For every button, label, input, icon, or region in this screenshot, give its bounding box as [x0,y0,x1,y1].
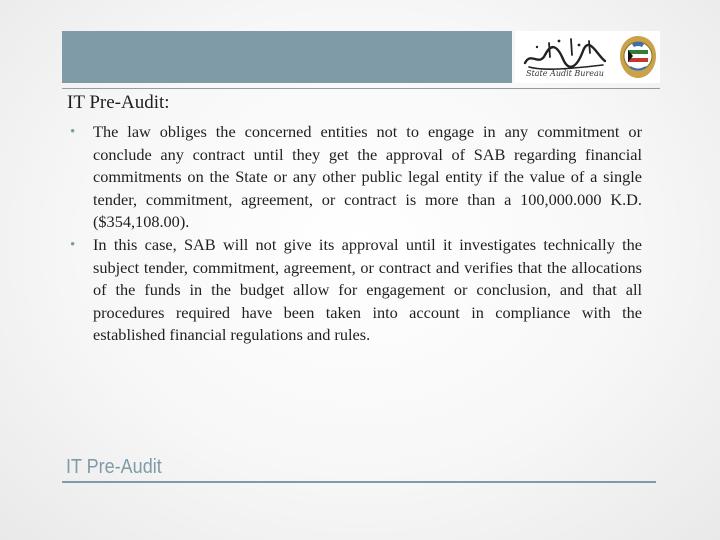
bullet-item [70,234,642,347]
logo-caption: State Audit Bureau [526,69,604,78]
title-divider [62,88,660,89]
bullet-dot-icon: • [70,236,76,253]
kuwait-emblem-icon [618,34,658,80]
bullet-item [70,121,642,234]
bullet-text: In this case, SAB will not give its approval until it investigates technically the subject tender, commitment, agreement, or contract and verifies that the allocations of the funds in the budget allow for engagement or conclusion, and that all procedures required have been taken into account in compliance with the established financial regulations and rules. [93,234,642,345]
bullet-text: The law obliges the concerned entities not to engage in any commitment or conclude any contract until they get the approval of SAB regarding financial commitments on the State or any other public legal entity if the value of a single tender, commitment, agreement, or contract is more than a 100,000.000 K.D. ($354,108.00). [93,122,642,232]
slide-title: IT Pre-Audit: [67,92,170,113]
state-audit-bureau-logo [515,31,660,83]
footer-divider [62,481,656,483]
footer-label: IT Pre-Audit [66,455,162,478]
bullet-list [70,121,642,347]
bullet-dot-icon: • [70,124,76,140]
header-band [62,31,512,83]
